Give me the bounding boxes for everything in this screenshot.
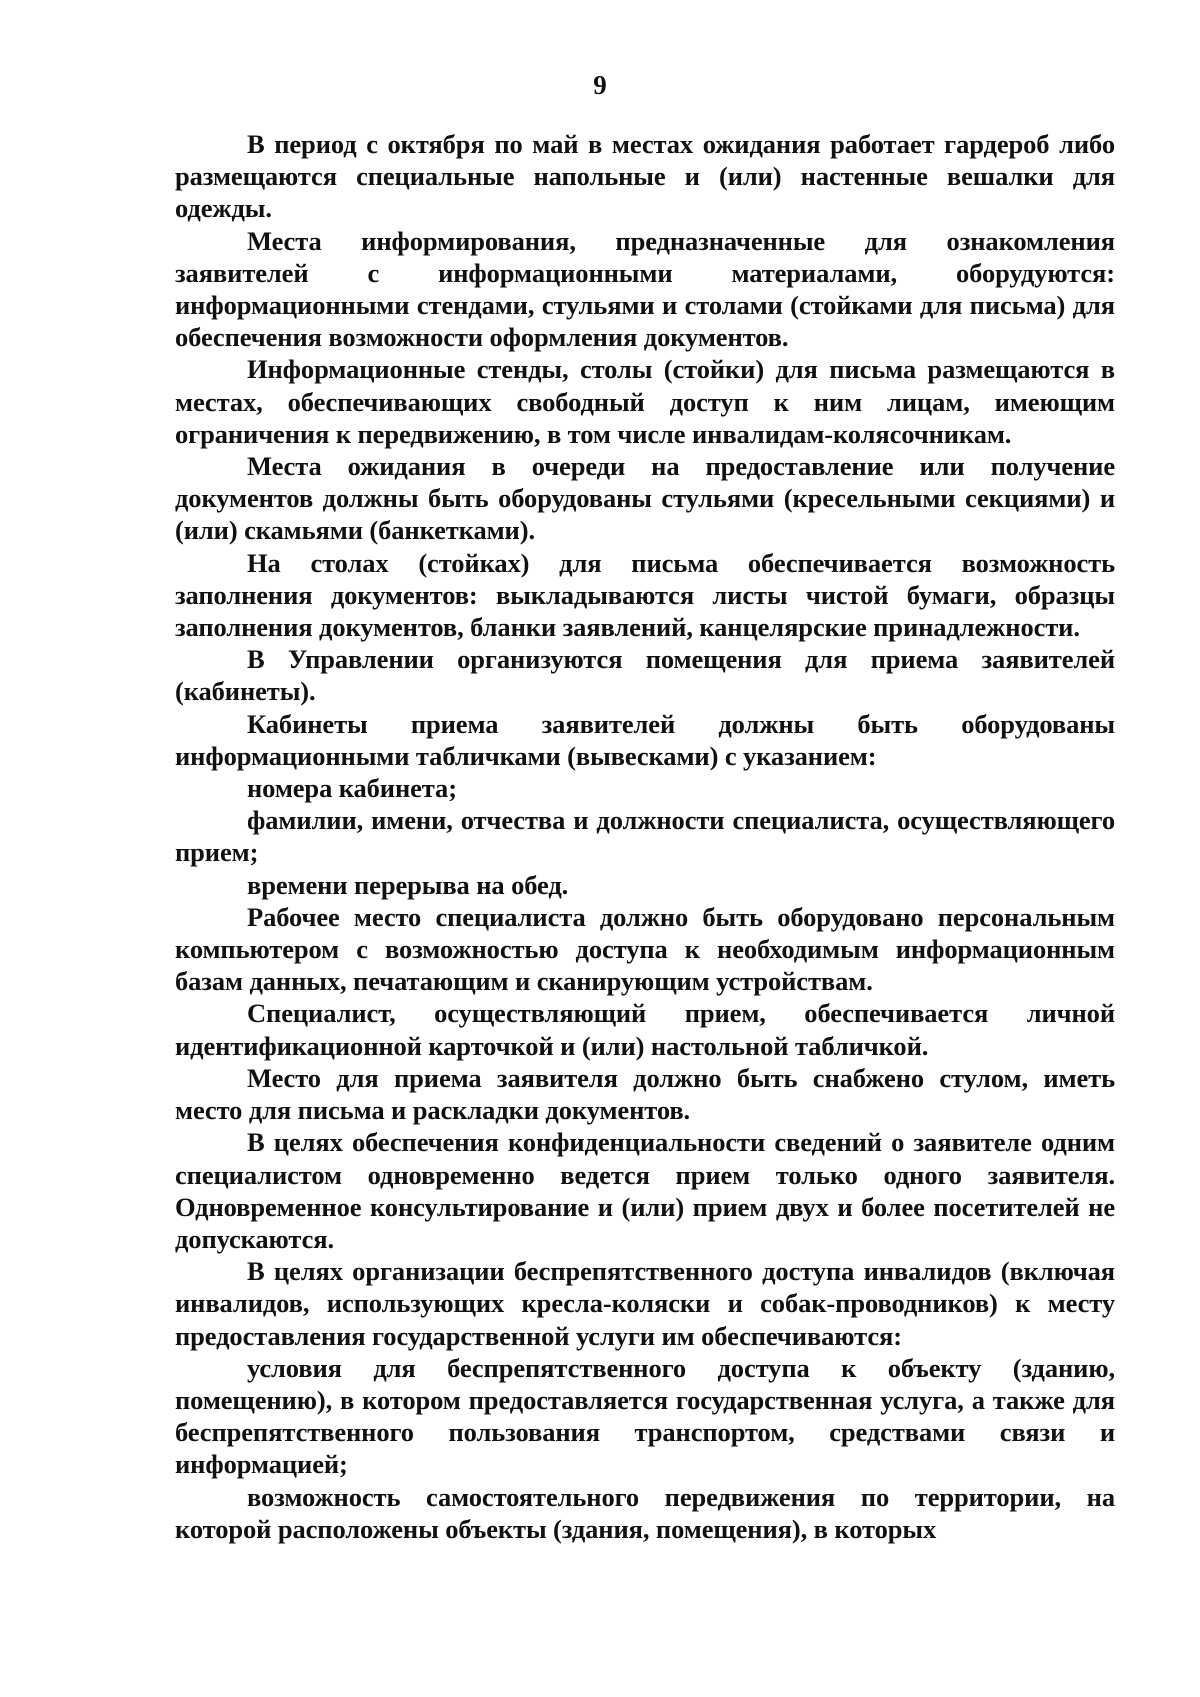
paragraph-disabled-access: В целях организации беспрепятственного доступа инвалидов (включая инвалидов, использующих кресла-коляски и собак-проводников) к месту предоставления государственной услуги им обеспечиваются:	[175, 1256, 1115, 1351]
list-item-room-number: номера кабинета;	[247, 773, 457, 804]
paragraph-workplace: Рабочее место специалиста должно быть оборудовано персональным компьютером с возможностью доступа к необходимым информационным базам данных, печатающим и сканирующим устройствам.	[175, 901, 1115, 997]
paragraph-writing-tables: На столах (стойках) для письма обеспечивается возможность заполнения документов: выкладываются листы чистой бумаги, образцы заполнения документов, бланки заявлений, канцелярские принадлежности.	[175, 547, 1115, 643]
paragraph-confidentiality: В целях обеспечения конфиденциальности сведений о заявителе одним специалистом одновременно ведется прием только одного заявителя. Одновременное консультирование и (или) прием двух и более посетителей не допускаются.	[175, 1127, 1115, 1254]
paragraph-reception-place: Место для приема заявителя должно быть снабжено стулом, иметь место для письма и раскладки документов.	[175, 1062, 1115, 1126]
paragraph-id-card: Специалист, осуществляющий прием, обеспечивается личной идентификационной карточкой и (или) настольной табличкой.	[175, 998, 1115, 1061]
paragraph-reception-rooms: В Управлении организуются помещения для приема заявителей (кабинеты).	[175, 644, 1115, 707]
paragraph-information-stands: Информационные стенды, столы (стойки) для письма размещаются в местах, обеспечивающих свободный доступ к ним лицам, имеющим ограничения к передвижению, в том числе инвалидам-колясочникам.	[175, 354, 1115, 449]
document-body	[175, 128, 1115, 1545]
paragraph-room-signs: Кабинеты приема заявителей должны быть оборудованы информационными табличками (вывесками) с указанием:	[175, 708, 1115, 771]
paragraph-waiting-places: Места ожидания в очереди на предоставление или получение документов должны быть оборудованы стульями (кресельными секциями) и (или) скамьями (банкетками).	[175, 451, 1115, 546]
page-number: 9	[593, 70, 607, 100]
list-item-independent-movement: возможность самостоятельного передвижения по территории, на которой расположены объекты (здания, помещения), в которых	[175, 1481, 1115, 1544]
list-item-access-conditions: условия для беспрепятственного доступа к объекту (зданию, помещению), в котором предоставляется государственная услуга, а также для беспрепятственного пользования транспортом, средствами связи и информацией;	[175, 1352, 1115, 1480]
paragraph-wardrobe: В период с октября по май в местах ожидания работает гардероб либо размещаются специальные напольные и (или) настенные вешалки для одежды.	[175, 129, 1115, 224]
list-item-specialist-name: фамилии, имени, отчества и должности специалиста, осуществляющего прием;	[175, 805, 1115, 868]
paragraph-information-places: Места информирования, предназначенные для ознакомления заявителей с информационными материалами, оборудуются: информационными стендами, стульями и столами (стойками для письма) для обеспечения возможности оформления документов.	[175, 225, 1115, 353]
list-item-lunch-break: времени перерыва на обед.	[247, 869, 569, 900]
